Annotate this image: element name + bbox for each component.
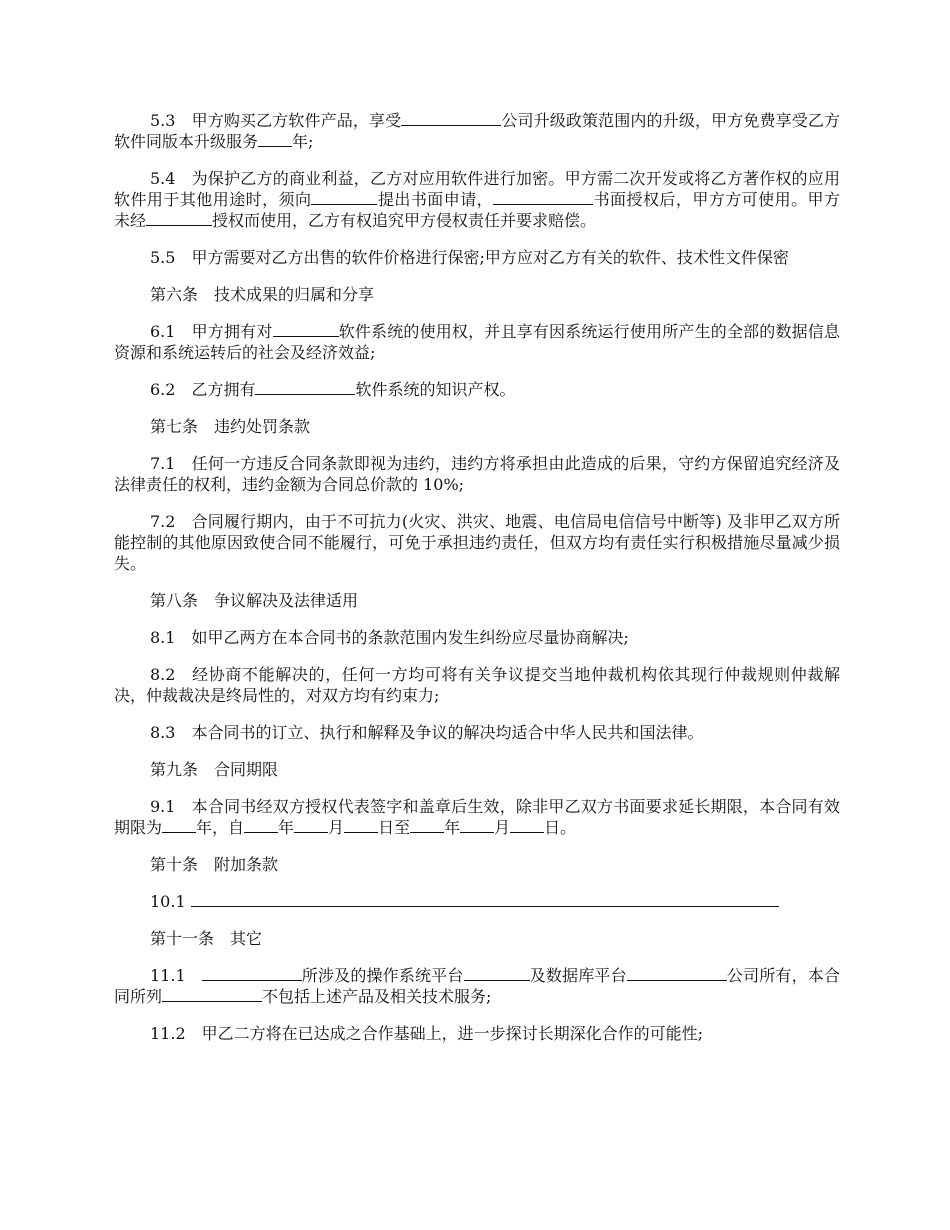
clause-number: 7.2 [150,512,176,531]
article-title: 违约处罚条款 [214,417,311,436]
clause-text: 年; [292,132,314,151]
clause-number: 6.1 [150,322,176,341]
fill-blank[interactable] [162,986,262,1002]
clause-number: 10.1 [150,892,186,911]
article-title: 其它 [230,929,263,948]
fill-blank[interactable] [344,817,378,833]
clause-text: 年 [444,818,461,837]
clause-text: 乙方拥有 [191,380,256,399]
fill-blank[interactable] [146,210,212,226]
clause-8-1 [114,627,840,648]
clause-number: 6.2 [150,380,176,399]
fill-blank[interactable] [627,965,727,981]
clause-5-5 [114,247,840,268]
clause-text: 甲乙二方将在已达成之合作基础上，进一步探讨长期深化合作的可能性; [201,1024,704,1043]
clause-number: 5.4 [150,169,176,188]
clause-text: 甲方购买乙方软件产品，享受 [191,111,402,130]
clause-10-1 [114,891,840,912]
clause-number: 5.3 [150,111,176,130]
clause-text: 本合同书经双方授权代表签字和盖章后生效，除非甲乙双方书面要求延长期限，本合同有效期限为 [114,797,840,837]
clause-number: 8.3 [150,723,176,742]
clause-text: 软件系统的使用权，并且享有因系统运行使用所产生的全部的数据信息资源和系统运转后的社会及经济效益; [114,322,840,362]
clause-text: 不包括上述产品及相关技术服务; [262,987,492,1006]
fill-blank[interactable] [244,817,278,833]
fill-blank[interactable] [493,189,593,205]
clause-text: 年，自 [196,818,245,837]
clause-number: 8.2 [150,665,176,684]
clause-text: 为保护乙方的商业利益，乙方对应用软件进行加密。甲方需二次开发或将乙方著作权的应用软件用于其他用途时，须向 [114,169,840,209]
clause-8-3 [114,722,840,743]
clause-text: 经协商不能解决的，任何一方均可将有关争议提交当地仲裁机构依其现行仲裁规则仲裁解决，仲裁裁决是终局性的，对双方均有约束力; [114,665,840,705]
clause-text: 年 [278,818,295,837]
clause-text: 及数据库平台 [529,966,627,985]
clause-text: 月 [328,818,345,837]
article-title: 合同期限 [214,760,279,779]
clause-text: 提出书面申请， [377,190,494,209]
article-7-heading [114,416,840,437]
fill-blank[interactable] [255,379,355,395]
clause-9-1 [114,796,840,838]
clause-text: 公司所有，本合同所列 [114,966,840,1006]
clause-number: 11.1 [150,966,186,985]
fill-blank[interactable] [162,817,196,833]
clause-text: 书面授权后，甲方方可使用。甲方未经 [114,190,840,230]
clause-text: 日。 [544,818,577,837]
article-label: 第八条 [150,591,199,610]
clause-11-1 [114,965,840,1007]
fill-blank[interactable] [311,189,377,205]
clause-8-2 [114,664,840,706]
fill-blank[interactable] [464,965,530,981]
fill-blank[interactable] [273,321,339,337]
article-8-heading [114,590,840,611]
clause-text: 甲方拥有对 [191,322,273,341]
clause-6-2 [114,379,840,400]
clause-text: 日至 [378,818,411,837]
article-title: 争议解决及法律适用 [214,591,359,610]
article-label: 第六条 [150,285,199,304]
article-title: 附加条款 [214,855,279,874]
clause-text: 如甲乙两方在本合同书的条款范围内发生纠纷应尽量协商解决; [191,628,629,647]
fill-blank[interactable] [258,131,292,147]
clause-text: 授权而使用，乙方有权追究甲方侵权责任并要求赔偿。 [212,211,597,230]
fill-blank[interactable] [401,110,501,126]
article-label: 第九条 [150,760,199,779]
clause-number: 9.1 [150,797,176,816]
fill-blank[interactable] [202,965,302,981]
clause-text: 合同履行期内，由于不可抗力(火灾、洪灾、地震、电信局电信信号中断等) 及非甲乙双方所能控制的其他原因致使合同不能履行，可免于承担违约责任，但双方均有责任实行积极措施尽量减少损失。 [114,512,840,573]
clause-5-3 [114,110,840,152]
clause-text: 任何一方违反合同条款即视为违约，违约方将承担由此造成的后果，守约方保留追究经济及法律责任的权利，违约金额为合同总价款的 10%; [114,454,840,494]
clause-number: 11.2 [150,1024,186,1043]
clause-number: 8.1 [150,628,176,647]
clause-7-2 [114,511,840,574]
fill-blank[interactable] [510,817,544,833]
article-10-heading [114,854,840,875]
document-page [114,110,840,1060]
fill-blank[interactable] [191,891,779,907]
clause-7-1 [114,453,840,495]
fill-blank[interactable] [410,817,444,833]
article-label: 第七条 [150,417,199,436]
article-9-heading [114,759,840,780]
clause-text: 所涉及的操作系统平台 [301,966,464,985]
article-11-heading [114,928,840,949]
fill-blank[interactable] [460,817,494,833]
clause-text: 本合同书的订立、执行和解释及争议的解决均适合中华人民共和国法律。 [191,723,704,742]
article-label: 第十条 [150,855,199,874]
article-6-heading [114,284,840,305]
clause-text: 公司升级政策范围内的升级，甲方免费享受乙方软件同版本升级服务 [114,111,840,151]
clause-text: 甲方需要对乙方出售的软件价格进行保密;甲方应对乙方有关的软件、技术性文件保密 [191,248,789,267]
clause-number: 7.1 [150,454,176,473]
clause-11-2 [114,1023,840,1044]
fill-blank[interactable] [294,817,328,833]
article-title: 技术成果的归属和分享 [214,285,375,304]
clause-text: 软件系统的知识产权。 [355,380,516,399]
clause-6-1 [114,321,840,363]
clause-text: 月 [494,818,511,837]
clause-5-4 [114,168,840,231]
clause-number: 5.5 [150,248,176,267]
article-label: 第十一条 [150,929,215,948]
